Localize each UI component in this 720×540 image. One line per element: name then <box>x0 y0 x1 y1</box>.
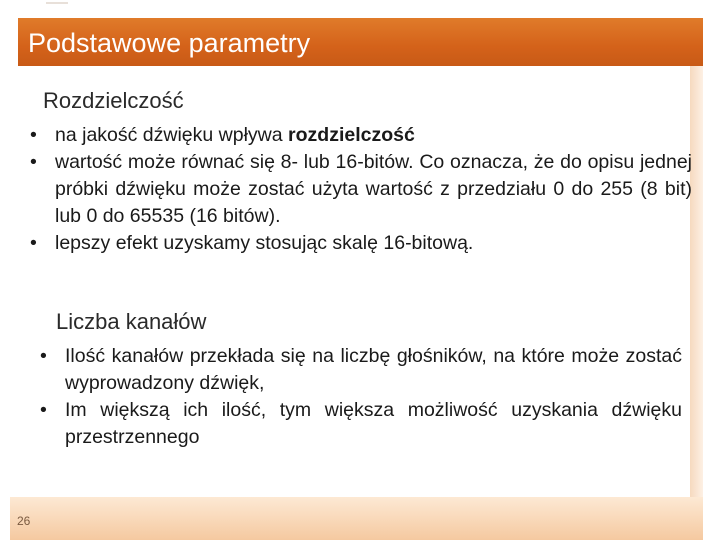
bullet-icon: • <box>30 124 37 146</box>
bullet-text: na jakość dźwięku wpływa <box>55 124 289 146</box>
list-item <box>30 230 692 257</box>
section-heading-rozdzielczosc: Rozdzielczość <box>43 88 184 113</box>
bullet-text: Ilość kanałów przekłada się na liczbę głośników, na które może zostać wyprowadzony dźwięk, <box>65 345 682 394</box>
list-item <box>30 149 692 230</box>
list-item <box>40 397 682 451</box>
bullet-icon: • <box>40 345 47 367</box>
bullet-icon: • <box>30 232 37 254</box>
bottom-accent-band <box>10 497 703 540</box>
bullet-text: lepszy efekt uzyskamy stosując skalę 16-bitową. <box>55 232 474 254</box>
bullet-text-bold: rozdzielczość <box>288 124 415 146</box>
top-strip <box>18 0 703 18</box>
bullet-icon: • <box>30 151 37 173</box>
bullet-icon: • <box>40 399 47 421</box>
bullet-text: Im większą ich ilość, tym większa możliwość uzyskania dźwięku przestrzennego <box>65 399 682 448</box>
title-bar <box>18 18 703 66</box>
list-item <box>30 122 692 149</box>
slide-number: 26 <box>17 514 31 528</box>
bullet-list-rozdzielczosc <box>30 122 692 257</box>
bullet-text: wartość może równać się 8- lub 16-bitów. Co oznacza, że do opisu jednej próbki dźwięku może zostać użyta wartość z przedziału 0 do 255 (8 bit) lub 0 do 65535 (16 bitów). <box>55 151 692 227</box>
decorative-mark <box>46 2 68 18</box>
bullet-list-liczba-kanalow <box>40 343 682 451</box>
list-item <box>40 343 682 397</box>
slide-title: Podstawowe parametry <box>28 28 311 58</box>
section-heading-liczba-kanalow: Liczba kanałów <box>56 309 207 334</box>
